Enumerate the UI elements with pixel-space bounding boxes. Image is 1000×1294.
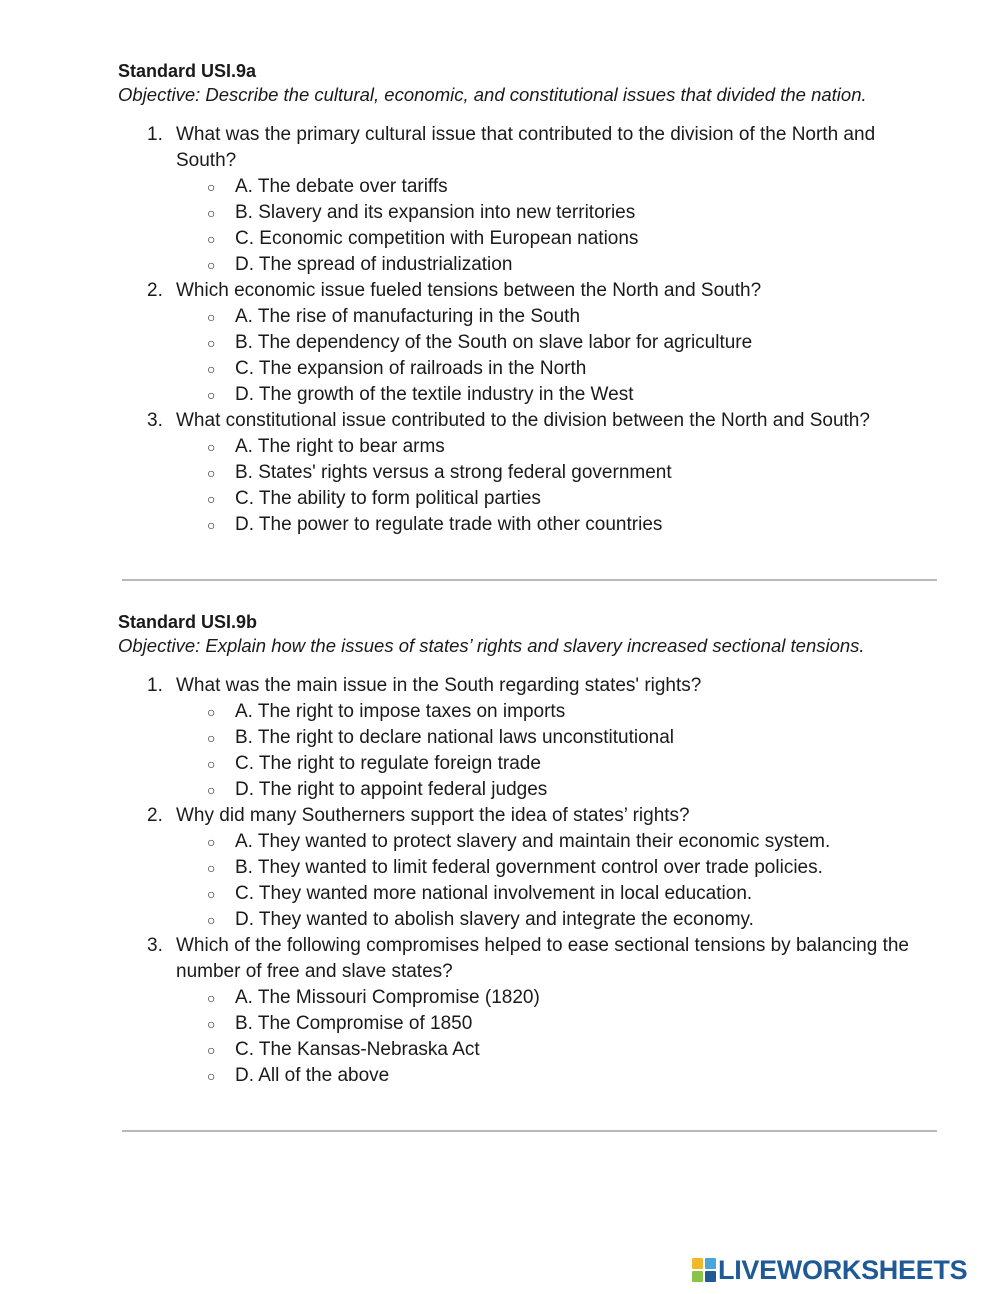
- choice-text: D. The spread of industrialization: [235, 254, 513, 275]
- liveworksheets-logo-icon: [692, 1258, 716, 1282]
- circle-bullet-icon: ○: [207, 756, 216, 772]
- objective-text: Objective: Describe the cultural, economic, and constitutional issues that divided the nation.: [118, 84, 867, 105]
- choice-text: D. The right to appoint federal judges: [235, 779, 548, 800]
- circle-bullet-icon: ○: [207, 1068, 216, 1084]
- liveworksheets-logo: [692, 1255, 967, 1285]
- choice-item[interactable]: [176, 777, 933, 803]
- choice-item[interactable]: [176, 486, 933, 512]
- question-number: 3.: [147, 935, 163, 956]
- circle-bullet-icon: ○: [207, 1016, 216, 1032]
- circle-bullet-icon: ○: [207, 179, 216, 195]
- objective-text: Objective: Explain how the issues of states’ rights and slavery increased sectional tensions.: [118, 635, 865, 656]
- circle-bullet-icon: ○: [207, 205, 216, 221]
- circle-bullet-icon: ○: [207, 1042, 216, 1058]
- choice-list: [176, 434, 933, 538]
- choice-item[interactable]: [176, 330, 933, 356]
- choice-text: D. The growth of the textile industry in the West: [235, 384, 634, 405]
- choice-text: A. The Missouri Compromise (1820): [235, 987, 540, 1008]
- choice-item[interactable]: [176, 907, 933, 933]
- circle-bullet-icon: ○: [207, 886, 216, 902]
- choice-text: C. The Kansas-Nebraska Act: [235, 1039, 480, 1060]
- choice-text: A. They wanted to protect slavery and maintain their economic system.: [235, 831, 831, 852]
- circle-bullet-icon: ○: [207, 834, 216, 850]
- choice-item[interactable]: [176, 1063, 933, 1089]
- choice-text: B. The right to declare national laws unconstitutional: [235, 727, 675, 748]
- choice-text: D. They wanted to abolish slavery and integrate the economy.: [235, 909, 754, 930]
- choice-text: A. The right to bear arms: [235, 436, 445, 457]
- choice-text: B. The dependency of the South on slave labor for agriculture: [235, 332, 753, 353]
- circle-bullet-icon: ○: [207, 990, 216, 1006]
- circle-bullet-icon: ○: [207, 704, 216, 720]
- question-text: What was the primary cultural issue that contributed to the division of the North and South?: [176, 124, 876, 171]
- choice-item[interactable]: [176, 460, 933, 486]
- choice-list: [176, 829, 933, 933]
- choice-item[interactable]: [176, 356, 933, 382]
- question-item: [118, 278, 933, 408]
- brand-name: LIVEWORKSHEETS: [718, 1255, 968, 1285]
- choice-text: B. The Compromise of 1850: [235, 1013, 473, 1034]
- choice-text: A. The debate over tariffs: [235, 176, 448, 197]
- circle-bullet-icon: ○: [207, 912, 216, 928]
- question-item: [118, 122, 933, 278]
- question-text: What was the main issue in the South regarding states' rights?: [176, 675, 702, 696]
- question-item: [118, 803, 933, 933]
- question-list: [118, 122, 948, 538]
- circle-bullet-icon: ○: [207, 439, 216, 455]
- question-item: [118, 933, 933, 1089]
- circle-bullet-icon: ○: [207, 782, 216, 798]
- question-text: Why did many Southerners support the idea of states’ rights?: [176, 805, 690, 826]
- choice-text: A. The right to impose taxes on imports: [235, 701, 566, 722]
- choice-item[interactable]: [176, 1037, 933, 1063]
- question-number: 2.: [147, 280, 163, 301]
- choice-text: C. Economic competition with European nations: [235, 228, 639, 249]
- circle-bullet-icon: ○: [207, 860, 216, 876]
- section-divider: [122, 1130, 937, 1132]
- choice-item[interactable]: [176, 855, 933, 881]
- question-number: 1.: [147, 124, 163, 145]
- question-number: 1.: [147, 675, 163, 696]
- choice-text: C. The ability to form political parties: [235, 488, 541, 509]
- choice-item[interactable]: [176, 174, 933, 200]
- circle-bullet-icon: ○: [207, 231, 216, 247]
- question-text: Which of the following compromises helped to ease sectional tensions by balancing the number of free and slave states?: [176, 935, 909, 982]
- choice-list: [176, 699, 933, 803]
- circle-bullet-icon: ○: [207, 257, 216, 273]
- question-list: [118, 673, 948, 1089]
- choice-item[interactable]: [176, 699, 933, 725]
- choice-item[interactable]: [176, 304, 933, 330]
- question-number: 3.: [147, 410, 163, 431]
- choice-text: C. They wanted more national involvement in local education.: [235, 883, 753, 904]
- circle-bullet-icon: ○: [207, 517, 216, 533]
- circle-bullet-icon: ○: [207, 491, 216, 507]
- question-text: Which economic issue fueled tensions between the North and South?: [176, 280, 762, 301]
- choice-item[interactable]: [176, 751, 933, 777]
- circle-bullet-icon: ○: [207, 361, 216, 377]
- choice-item[interactable]: [176, 725, 933, 751]
- choice-item[interactable]: [176, 1011, 933, 1037]
- choice-item[interactable]: [176, 985, 933, 1011]
- choice-item[interactable]: [176, 382, 933, 408]
- choice-item[interactable]: [176, 252, 933, 278]
- choice-list: [176, 304, 933, 408]
- choice-text: B. Slavery and its expansion into new territories: [235, 202, 636, 223]
- question-item: [118, 673, 933, 803]
- choice-text: C. The right to regulate foreign trade: [235, 753, 541, 774]
- question-number: 2.: [147, 805, 163, 826]
- circle-bullet-icon: ○: [207, 309, 216, 325]
- choice-item[interactable]: [176, 200, 933, 226]
- choice-text: B. They wanted to limit federal government control over trade policies.: [235, 857, 823, 878]
- circle-bullet-icon: ○: [207, 387, 216, 403]
- question-item: [118, 408, 933, 538]
- standard-title: Standard USI.9b: [118, 612, 258, 632]
- choice-list: [176, 174, 933, 278]
- section-divider: [122, 579, 937, 581]
- choice-item[interactable]: [176, 434, 933, 460]
- choice-list: [176, 985, 933, 1089]
- section-usi-9a: [118, 60, 948, 538]
- circle-bullet-icon: ○: [207, 730, 216, 746]
- choice-text: C. The expansion of railroads in the North: [235, 358, 587, 379]
- circle-bullet-icon: ○: [207, 335, 216, 351]
- choice-text: A. The rise of manufacturing in the South: [235, 306, 581, 327]
- choice-item[interactable]: [176, 512, 933, 538]
- circle-bullet-icon: ○: [207, 465, 216, 481]
- choice-item[interactable]: [176, 881, 933, 907]
- question-text: What constitutional issue contributed to the division between the North and South?: [176, 410, 870, 431]
- choice-item[interactable]: [176, 226, 933, 252]
- standard-title: Standard USI.9a: [118, 61, 257, 81]
- choice-text: D. The power to regulate trade with other countries: [235, 514, 663, 535]
- choice-item[interactable]: [176, 829, 933, 855]
- choice-text: D. All of the above: [235, 1065, 390, 1086]
- choice-text: B. States' rights versus a strong federal government: [235, 462, 672, 483]
- section-usi-9b: [118, 611, 948, 1089]
